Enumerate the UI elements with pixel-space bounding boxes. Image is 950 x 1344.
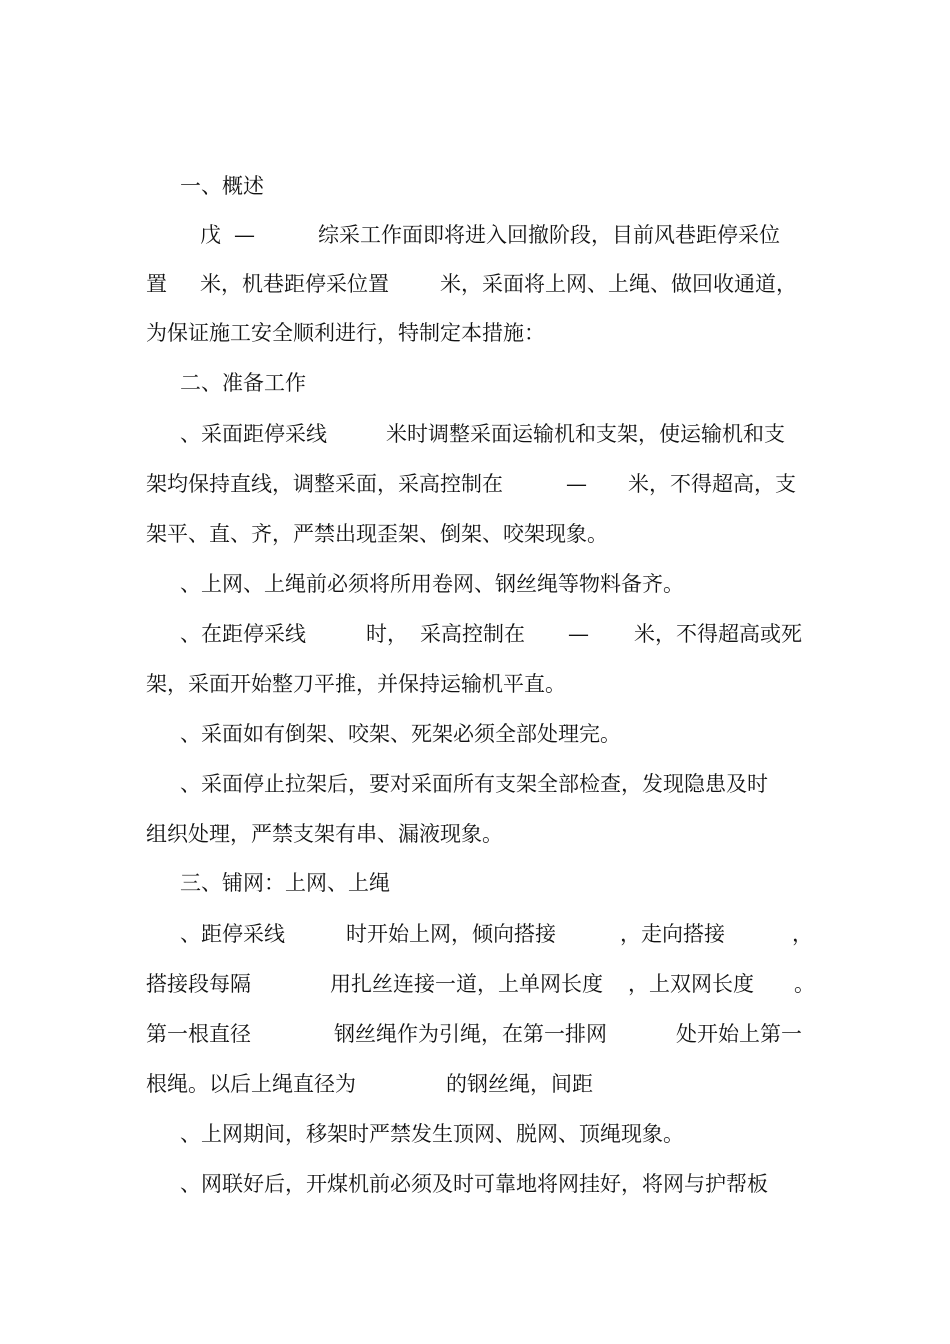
text-segment: ，走向搭接 bbox=[620, 922, 725, 946]
section-heading-net-laying bbox=[0, 867, 950, 899]
text-segment: 、在距停采线 bbox=[180, 622, 306, 646]
paragraph-line bbox=[0, 518, 950, 550]
text-segment: 架，采面开始整刀平推，并保持运输机平直。 bbox=[146, 672, 566, 696]
text-segment: 、采面距停采线 bbox=[180, 422, 327, 446]
section-heading-overview bbox=[0, 170, 950, 202]
paragraph-line bbox=[0, 1118, 950, 1150]
text-segment: 戊 bbox=[200, 223, 221, 247]
text-segment: 米，采面将上网、上绳、做回收通道， bbox=[440, 272, 797, 296]
text-segment: 、采面如有倒架、咬架、死架必须全部处理完。 bbox=[180, 722, 621, 746]
text-segment: 米，不得超高或死 bbox=[634, 622, 802, 646]
text-segment: — bbox=[566, 472, 587, 496]
text-segment: 、上网期间，移架时严禁发生顶网、脱网、顶绳现象。 bbox=[180, 1122, 684, 1146]
text-segment: 、距停采线 bbox=[180, 922, 285, 946]
text-segment: 。 bbox=[794, 972, 815, 996]
paragraph-line bbox=[0, 317, 950, 349]
text-segment: 架均保持直线，调整采面，采高控制在 bbox=[146, 472, 503, 496]
text-segment: 架平、直、齐，严禁出现歪架、倒架、咬架现象。 bbox=[146, 522, 608, 546]
paragraph-line bbox=[0, 668, 950, 700]
paragraph-line bbox=[0, 219, 950, 251]
text-segment: 搭接段每隔 bbox=[146, 972, 251, 996]
heading-text: 二、准备工作 bbox=[180, 371, 306, 395]
paragraph-line bbox=[0, 968, 950, 1000]
text-segment: 用扎丝连接一道，上单网长度 bbox=[330, 972, 603, 996]
text-segment: 综采工作面即将进入回撤阶段，目前风巷距停采位 bbox=[318, 223, 780, 247]
paragraph-line bbox=[0, 468, 950, 500]
section-heading-preparation bbox=[0, 367, 950, 399]
paragraph-line bbox=[0, 718, 950, 750]
text-segment: 根绳。以后上绳直径为 bbox=[146, 1072, 356, 1096]
paragraph-line bbox=[0, 618, 950, 650]
text-segment: 采高控制在 bbox=[420, 622, 525, 646]
text-segment: 米，不得超高，支 bbox=[628, 472, 796, 496]
text-segment: 时开始上网，倾向搭接 bbox=[346, 922, 556, 946]
text-segment: 为保证施工安全顺利进行，特制定本措施： bbox=[146, 321, 545, 345]
heading-text: 三、铺网：上网、上绳 bbox=[180, 871, 390, 895]
text-segment: 米时调整采面运输机和支架，使运输机和支 bbox=[386, 422, 785, 446]
paragraph-line bbox=[0, 1168, 950, 1200]
paragraph-line bbox=[0, 418, 950, 450]
paragraph-line bbox=[0, 768, 950, 800]
text-segment: 组织处理，严禁支架有串、漏液现象。 bbox=[146, 822, 503, 846]
text-segment: 处开始上第一 bbox=[676, 1022, 802, 1046]
text-segment: 置 bbox=[146, 272, 167, 296]
text-segment: — bbox=[234, 223, 255, 247]
text-segment: 时， bbox=[366, 622, 408, 646]
text-segment: 、网联好后，开煤机前必须及时可靠地将网挂好，将网与护帮板 bbox=[180, 1172, 768, 1196]
paragraph-line bbox=[0, 268, 950, 300]
text-segment: ， bbox=[792, 922, 813, 946]
text-segment: 钢丝绳作为引绳，在第一排网 bbox=[334, 1022, 607, 1046]
text-segment: 、采面停止拉架后，要对采面所有支架全部检查，发现隐患及时 bbox=[180, 772, 768, 796]
text-segment: 、上网、上绳前必须将所用卷网、钢丝绳等物料备齐。 bbox=[180, 572, 684, 596]
text-segment: 米，机巷距停采位置 bbox=[200, 272, 389, 296]
paragraph-line bbox=[0, 818, 950, 850]
paragraph-line bbox=[0, 568, 950, 600]
text-segment: 的钢丝绳，间距 bbox=[446, 1072, 593, 1096]
paragraph-line bbox=[0, 1018, 950, 1050]
text-segment: 第一根直径 bbox=[146, 1022, 251, 1046]
paragraph-line bbox=[0, 918, 950, 950]
text-segment: — bbox=[568, 622, 589, 646]
paragraph-line bbox=[0, 1068, 950, 1100]
text-segment: ，上双网长度 bbox=[628, 972, 754, 996]
heading-text: 一、概述 bbox=[180, 174, 264, 198]
